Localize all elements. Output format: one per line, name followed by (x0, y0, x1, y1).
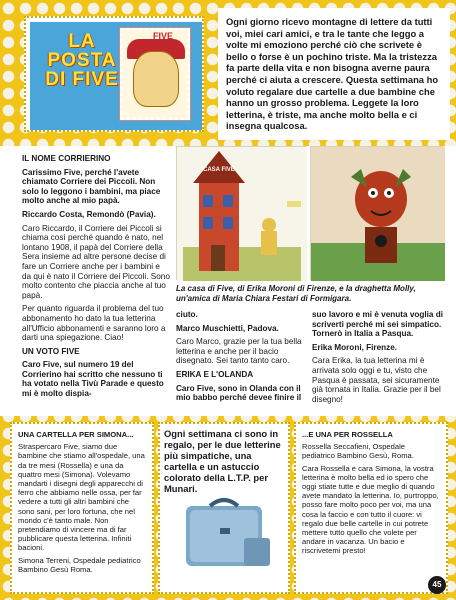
signature-rossella: Rossella Seccafieni, Ospedale pediatrico Bambino Gesù, Roma. (302, 442, 414, 461)
heading-simona: UNA CARTELLA PER SIMONA... (18, 430, 134, 439)
signature-erika: Erika Moroni, Firenze. (312, 342, 398, 352)
reply-riccardo-2: Per quanto riguarda il problema del tuo abbonamento ho dato la tua letterina all'Ufficio abbonamenti e saranno loro a darti una spiegazione. Ciao! (22, 304, 166, 343)
box-prize (158, 422, 290, 594)
letter-marco: Caro Five, sul numero 19 del Corrierino hai scritto che nessuno ti ha votato nella Tivù Parade e questo mi è molto dispia- (22, 360, 164, 399)
heading-voto-five: UN VOTO FIVE (22, 346, 80, 356)
logo-title: LA POSTA DI FIVE (45, 31, 119, 90)
stamp-illustration (120, 28, 190, 120)
box-simona (10, 422, 154, 594)
heading-corrierino: IL NOME CORRIERINO (22, 154, 111, 163)
main-content (0, 146, 456, 416)
character-face (133, 51, 179, 107)
prize-text: Ogni settimana ci sono in regalo, per le due letterine più simpatiche, una cartella e un astuccio colorato della L.T.P. per Munari. (164, 428, 281, 494)
house-sign: CASA FIVE (203, 167, 235, 173)
box-rossella (294, 422, 448, 594)
heading-erika: ERIKA E L'OLANDA (176, 369, 254, 379)
column-1 (22, 154, 170, 403)
letter-marco-end: ciuto. (176, 310, 198, 319)
dragon-drawing-svg (311, 147, 445, 281)
letter-erika-end: suo lavoro e mi è venuta voglia di scriverti perché mi sei simpatico. Tornerò in Italia a Pasqua. (312, 310, 444, 339)
schoolbag-svg (180, 494, 274, 570)
letter-erika: Caro Five, sono in Olanda con il mio babbo perché devee finire il (176, 383, 302, 403)
intro-text: Ogni giorno ricevo montagne di lettere da tutti voi, miei cari amici, e tra le tante che leggo a volte mi emoziono perché ciò che scrivete è bello o forse è un pochino triste. Ma la tristezza fa parte della vita e non bisogna averne paura perché ci aiuta a crescere. Questa settimana ho voluto regalare due cartelle a due bambine che hanno un grosso problema. Leggete la loro letterina, è triste, ma anche molto bella e ci insegna qualcosa. (218, 8, 450, 140)
stamp-label: FIVE (152, 31, 173, 41)
heading-rossella: ...E UNA PER ROSSELLA (302, 430, 393, 439)
signature-riccardo: Riccardo Costa, Remondò (Pavia). (22, 209, 156, 219)
schoolbag-image (180, 494, 274, 570)
drawing-house (176, 146, 306, 280)
signature-marco: Marco Muschietti, Padova. (176, 323, 279, 333)
column-3 (312, 310, 446, 408)
logo-panel (24, 16, 204, 132)
letter-simona: Straspercaro Five, siamo due bambine che stiamo all'ospedale, una da tre mesi (Rossella) e una da quattro mesi (Simona). Volevamo mandarti i disegni degli apparecchi di ferro che abbiamo nelle ossa, per far vedere a tutti gli altri bambini che sono sani, per loro fortuna, che nel mondo c'è tanto male. Non pretendiamo di vincere ma di far pubblicare questa letterina. Infiniti bacioni. (18, 442, 145, 553)
signature-simona: Simona Terreni, Ospedale pediatrico Bambino Gesù Roma. (18, 555, 141, 574)
house-drawing-svg (177, 147, 307, 281)
drawing-dragon (310, 146, 444, 280)
reply-riccardo: Caro Riccardo, il Corriere dei Piccoli si chiama così perché quando è nato, nel lontano 1908, il papà del Corriere della Sera insieme ad altre persone decise di fare un Corriere anche per i bambini e da qui è nato il Corriere dei Piccoli. Sono molto contento che piaccia anche al tuo papà. (22, 223, 170, 300)
column-2 (176, 310, 302, 407)
reply-erika: Cara Erika, la tua letterina mi è arrivata solo oggi e tu, visto che Pasqua è passata, sei sicuramente già tornata in Italia. Grazie per il bel disegno! (312, 356, 441, 404)
page-number: 45 (428, 576, 446, 594)
letter-riccardo: Carissimo Five, perché l'avete chiamato Corriere dei Piccoli. Non solo lo leggono i bambini, ma piace molto anche al mio papà. (22, 167, 161, 206)
header (0, 0, 456, 146)
reply-marco: Caro Marco, grazie per la tua bella letterina e anche per il bacio disegnato. Sei tanto tanto caro. (176, 337, 302, 366)
drawings-caption: La casa di Five, di Erika Moroni di Firenze, e la draghetta Molly, un'amica di Maria Chiara Festari di Formigara. (176, 284, 416, 303)
bottom-section (0, 416, 456, 600)
reply-rossella: Cara Rossella e cara Simona, la vostra letterina è molto bella ed io spero che oggi stiate tutte e due meglio di quando avete mandato la letterina. Io, purtroppo, posso fare molto poco per voi, ma una cosa la faccio e con tutto il cuore: vi regalo due belle cartelle in cui potrete mettere tutto quello che volete per andare in vacanza. Un bacio e riscrivetemi presto! (302, 463, 439, 556)
